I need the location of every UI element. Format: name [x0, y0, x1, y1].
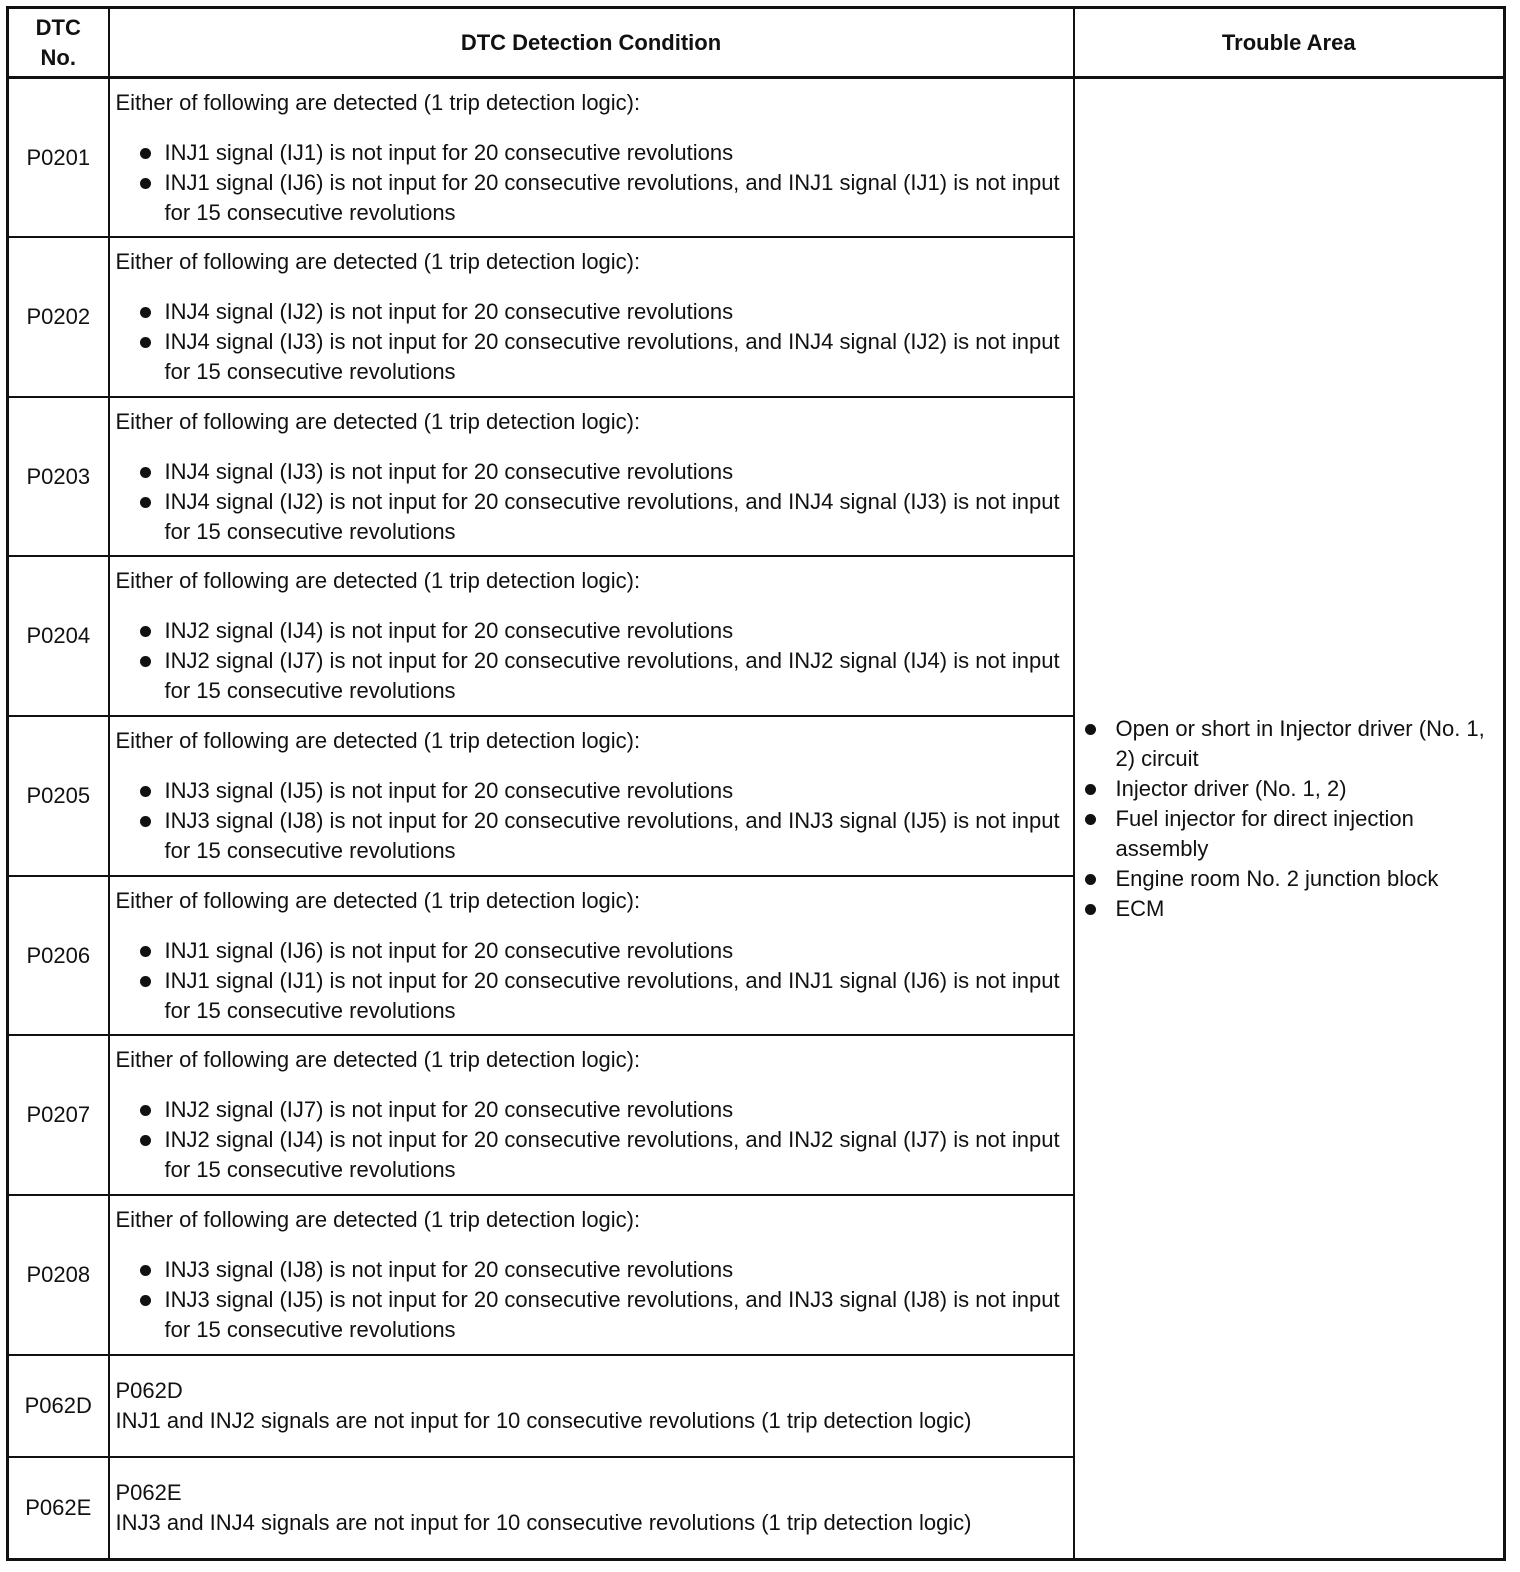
trouble-area-item: Open or short in Injector driver (No. 1, 2) circuit [1081, 714, 1498, 774]
detection-condition [109, 1457, 1074, 1559]
detection-condition [109, 1355, 1074, 1457]
header-trouble-area: Trouble Area [1074, 8, 1505, 78]
detection-condition [109, 556, 1074, 716]
header-dtc-no-line2: No. [40, 44, 76, 70]
condition-intro: Either of following are detected (1 trip detection logic): [115, 89, 641, 115]
condition-list [116, 297, 1067, 387]
header-detection-condition: DTC Detection Condition [109, 8, 1074, 78]
condition-item: INJ1 signal (IJ1) is not input for 20 consecutive revolutions [138, 138, 1067, 168]
condition-title: P062E [115, 1480, 182, 1506]
condition-list [116, 616, 1067, 706]
condition-item: INJ2 signal (IJ4) is not input for 20 consecutive revolutions, and INJ2 signal (IJ7) is not input for 15 consecutive revolutions [138, 1125, 1067, 1185]
condition-text: INJ1 and INJ2 signals are not input for 10 consecutive revolutions (1 trip detection logic) [115, 1407, 972, 1433]
condition-item: INJ3 signal (IJ8) is not input for 20 consecutive revolutions [138, 1255, 1067, 1285]
detection-condition [109, 78, 1074, 238]
header-dtc-no-line1: DTC [35, 14, 81, 40]
condition-item: INJ4 signal (IJ2) is not input for 20 consecutive revolutions [138, 297, 1067, 327]
detection-condition [109, 397, 1074, 557]
detection-condition [109, 876, 1074, 1036]
trouble-area-item: Engine room No. 2 junction block [1081, 864, 1498, 894]
condition-item: INJ3 signal (IJ8) is not input for 20 consecutive revolutions, and INJ3 signal (IJ5) is not input for 15 consecutive revolutions [138, 806, 1067, 866]
dtc-code: P0208 [8, 1195, 109, 1355]
condition-list [116, 936, 1067, 1026]
dtc-code: P0206 [8, 876, 109, 1036]
condition-list [116, 1095, 1067, 1185]
condition-item: INJ2 signal (IJ7) is not input for 20 consecutive revolutions [138, 1095, 1067, 1125]
detection-condition [109, 1035, 1074, 1195]
condition-list [116, 138, 1067, 228]
trouble-area-item: Fuel injector for direct injection assembly [1081, 804, 1498, 864]
trouble-area [1074, 78, 1505, 1560]
detection-condition [109, 237, 1074, 397]
dtc-table [6, 6, 1506, 1561]
dtc-code: P0203 [8, 397, 109, 557]
dtc-code: P062E [8, 1457, 109, 1559]
condition-list [116, 1255, 1067, 1345]
condition-item: INJ3 signal (IJ5) is not input for 20 consecutive revolutions [138, 776, 1067, 806]
condition-item: INJ2 signal (IJ7) is not input for 20 consecutive revolutions, and INJ2 signal (IJ4) is not input for 15 consecutive revolutions [138, 646, 1067, 706]
dtc-code: P062D [8, 1355, 109, 1457]
trouble-area-item: Injector driver (No. 1, 2) [1081, 774, 1498, 804]
condition-intro: Either of following are detected (1 trip detection logic): [115, 248, 641, 274]
dtc-code: P0207 [8, 1035, 109, 1195]
condition-item: INJ4 signal (IJ3) is not input for 20 consecutive revolutions [138, 457, 1067, 487]
condition-item: INJ1 signal (IJ6) is not input for 20 consecutive revolutions, and INJ1 signal (IJ1) is not input for 15 consecutive revolutions [138, 168, 1067, 228]
condition-item: INJ1 signal (IJ1) is not input for 20 consecutive revolutions, and INJ1 signal (IJ6) is not input for 15 consecutive revolutions [138, 966, 1067, 1026]
detection-condition [109, 716, 1074, 876]
condition-item: INJ1 signal (IJ6) is not input for 20 consecutive revolutions [138, 936, 1067, 966]
condition-intro: Either of following are detected (1 trip detection logic): [115, 568, 641, 594]
condition-intro: Either of following are detected (1 trip detection logic): [115, 727, 641, 753]
condition-list [116, 457, 1067, 547]
header-dtc-no [8, 8, 109, 78]
table-header-row [8, 8, 1505, 78]
condition-item: INJ3 signal (IJ5) is not input for 20 consecutive revolutions, and INJ3 signal (IJ8) is not input for 15 consecutive revolutions [138, 1285, 1067, 1345]
condition-item: INJ4 signal (IJ3) is not input for 20 consecutive revolutions, and INJ4 signal (IJ2) is not input for 15 consecutive revolutions [138, 327, 1067, 387]
trouble-area-list [1081, 714, 1498, 924]
dtc-code: P0205 [8, 716, 109, 876]
condition-item: INJ2 signal (IJ4) is not input for 20 consecutive revolutions [138, 616, 1067, 646]
table-row [8, 78, 1505, 238]
dtc-code: P0201 [8, 78, 109, 238]
condition-item: INJ4 signal (IJ2) is not input for 20 consecutive revolutions, and INJ4 signal (IJ3) is not input for 15 consecutive revolutions [138, 487, 1067, 547]
condition-text: INJ3 and INJ4 signals are not input for 10 consecutive revolutions (1 trip detection logic) [115, 1510, 972, 1536]
condition-intro: Either of following are detected (1 trip detection logic): [115, 1206, 641, 1232]
dtc-code: P0202 [8, 237, 109, 397]
trouble-area-item: ECM [1081, 894, 1498, 924]
condition-intro: Either of following are detected (1 trip detection logic): [115, 1047, 641, 1073]
condition-list [116, 776, 1067, 866]
condition-intro: Either of following are detected (1 trip detection logic): [115, 408, 641, 434]
condition-intro: Either of following are detected (1 trip detection logic): [115, 887, 641, 913]
dtc-code: P0204 [8, 556, 109, 716]
detection-condition [109, 1195, 1074, 1355]
condition-title: P062D [115, 1377, 183, 1403]
